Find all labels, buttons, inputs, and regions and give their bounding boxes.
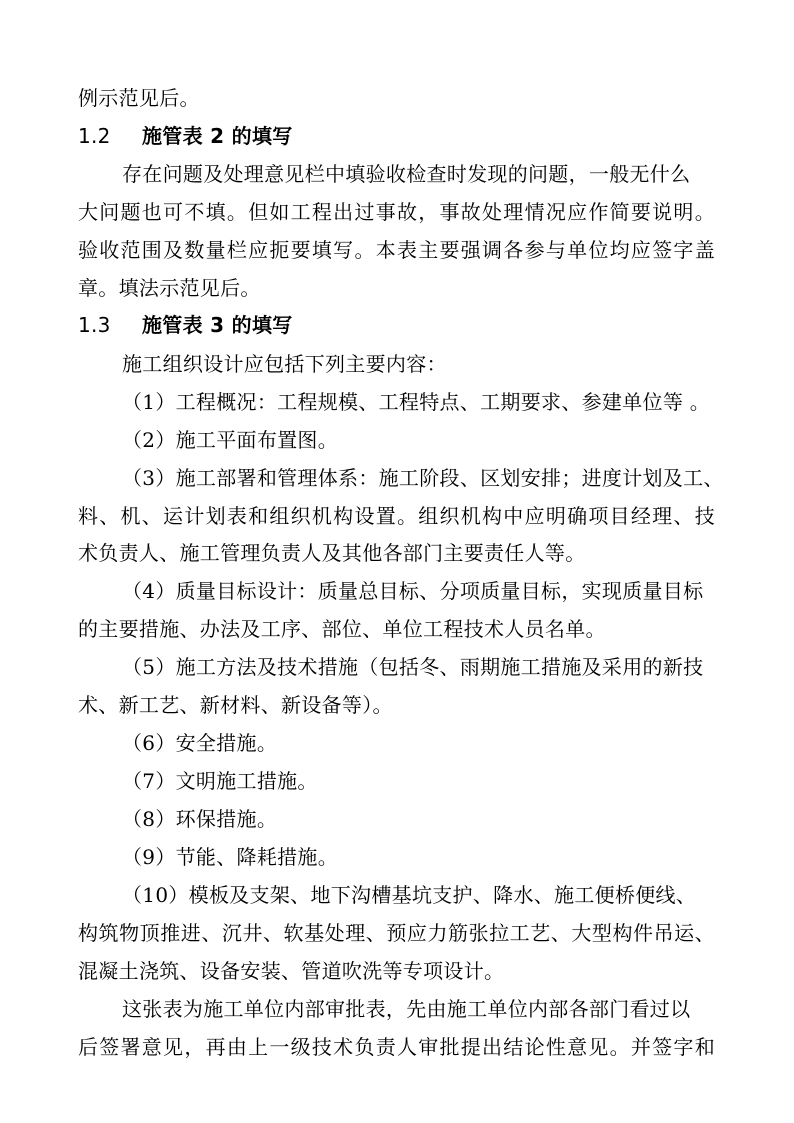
list-item: （3）施工部署和管理体系：施工阶段、区划安排；进度计划及工、 — [122, 466, 724, 490]
section-number: 1.3 — [78, 313, 111, 337]
paragraph-line: 后签署意见，再由上一级技术负责人审批提出结论性意见。并签字和 — [78, 1035, 715, 1059]
paragraph-line: 章。填法示范见后。 — [78, 276, 261, 300]
list-item: （1）工程概况：工程规模、工程特点、工期要求、参建单位等 。 — [122, 390, 711, 414]
list-item-continuation: 术、新工艺、新材料、新设备等）。 — [78, 693, 393, 717]
list-item: （2）施工平面布置图。 — [122, 428, 339, 452]
paragraph-line: 施工组织设计应包括下列主要内容： — [122, 352, 447, 376]
list-item: （7）文明施工措施。 — [122, 769, 318, 793]
paragraph-line: 这张表为施工单位内部审批表，先由施工单位内部各部门看过以 — [122, 997, 691, 1021]
section-title: 施管表 2 的填写 — [142, 124, 293, 148]
list-item: （6）安全措施。 — [122, 731, 278, 755]
section-title: 施管表 3 的填写 — [142, 313, 293, 337]
list-item-continuation: 术负责人、施工管理负责人及其他各部门主要责任人等。 — [78, 541, 586, 565]
paragraph-line: 例示范见后。 — [78, 86, 200, 110]
list-item-continuation: 混凝土浇筑、设备安装、管道吹洗等专项设计。 — [78, 959, 505, 983]
paragraph-line: 验收范围及数量栏应扼要填写。本表主要强调各参与单位均应签字盖 — [78, 238, 715, 262]
paragraph-line: 大问题也可不填。但如工程出过事故，事故处理情况应作简要说明。 — [78, 200, 715, 224]
list-item: （8）环保措施。 — [122, 807, 278, 831]
list-item: （4）质量目标设计：质量总目标、分项质量目标，实现质量目标 — [122, 579, 704, 603]
list-item-continuation: 料、机、运计划表和组织机构设置。组织机构中应明确项目经理、技 — [78, 504, 715, 528]
list-item: （9）节能、降耗措施。 — [122, 845, 339, 869]
list-item: （10）模板及支架、地下沟槽基坑支护、降水、施工便桥便线、 — [122, 883, 697, 907]
paragraph-line: 存在问题及处理意见栏中填验收检查时发现的问题，一般无什么 — [122, 162, 691, 186]
section-number: 1.2 — [78, 124, 111, 148]
list-item: （5）施工方法及技术措施（包括冬、雨期施工措施及采用的新技 — [122, 655, 704, 679]
section-heading-1-2 — [78, 124, 293, 148]
section-heading-1-3 — [78, 313, 293, 337]
list-item-continuation: 构筑物顶推进、沉井、软基处理、预应力筋张拉工艺、大型构件吊运、 — [78, 921, 715, 945]
list-item-continuation: 的主要措施、办法及工序、部位、单位工程技术人员名单。 — [78, 617, 606, 641]
